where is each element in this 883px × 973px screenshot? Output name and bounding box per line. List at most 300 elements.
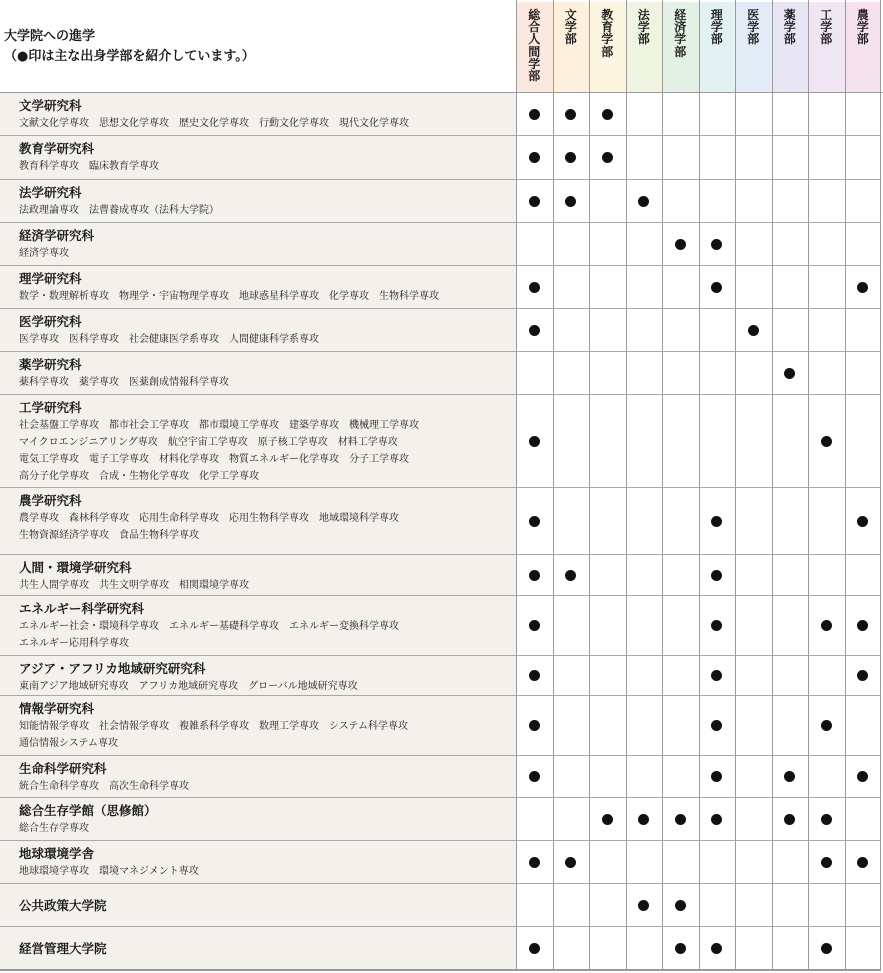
department-list: 数学・数理解析専攻 物理学・宇宙物理学専攻 地球惑星科学専攻 化学専攻 生物科学専攻 [19, 291, 439, 302]
faculty-mark-cell [662, 395, 699, 487]
faculty-mark-cell [845, 488, 882, 554]
faculty-mark-cell [735, 596, 772, 655]
filled-circle-icon [857, 620, 868, 631]
faculty-mark-cell [808, 488, 845, 554]
graduate-school-name: 教育学研究科 [19, 141, 95, 156]
filled-circle-icon [821, 620, 832, 631]
faculty-mark-cell [553, 596, 590, 655]
faculty-mark-cell [699, 488, 736, 554]
faculty-mark-cell [516, 841, 553, 883]
school-label-cell [0, 656, 516, 695]
school-label-cell [0, 266, 516, 308]
faculty-mark-cell [735, 180, 772, 222]
faculty-mark-cell [808, 223, 845, 265]
department-list: 高分子化学専攻 合成・生物化学専攻 化学工学専攻 [19, 471, 259, 482]
department-list: 総合生存学専攻 [19, 823, 89, 834]
faculty-mark-cell [845, 309, 882, 351]
filled-circle-icon [565, 109, 576, 120]
faculty-mark-cell [845, 596, 882, 655]
faculty-mark-cell [553, 180, 590, 222]
filled-circle-icon [711, 239, 722, 250]
faculty-mark-cell [589, 656, 626, 695]
filled-circle-icon [529, 516, 540, 527]
faculty-mark-cell [699, 180, 736, 222]
school-label-cell [0, 93, 516, 135]
table-row [0, 180, 881, 223]
filled-circle-icon [529, 857, 540, 868]
faculty-mark-cell [735, 841, 772, 883]
faculty-column-label: 農学部 [856, 8, 869, 47]
faculty-mark-cell [662, 309, 699, 351]
faculty-mark-cell [626, 555, 663, 595]
filled-circle-icon [529, 943, 540, 954]
faculty-mark-cell [735, 352, 772, 394]
faculty-mark-cell [772, 309, 809, 351]
filled-circle-icon [638, 196, 649, 207]
faculty-mark-cell [699, 136, 736, 179]
faculty-mark-cell [845, 756, 882, 797]
table-row [0, 656, 881, 696]
faculty-mark-cell [589, 352, 626, 394]
faculty-mark-cell [845, 395, 882, 487]
faculty-mark-cell [772, 395, 809, 487]
graduate-school-name: 理学研究科 [19, 271, 82, 286]
faculty-mark-cell [553, 309, 590, 351]
table-row [0, 555, 881, 596]
faculty-mark-cell [553, 266, 590, 308]
faculty-mark-cell [626, 136, 663, 179]
faculty-mark-cell [516, 488, 553, 554]
filled-circle-icon [565, 857, 576, 868]
faculty-mark-cell [516, 352, 553, 394]
filled-circle-icon [565, 196, 576, 207]
faculty-mark-cell [626, 656, 663, 695]
table-bottom-border [0, 969, 881, 971]
faculty-mark-cell [772, 93, 809, 135]
faculty-mark-cell [626, 395, 663, 487]
faculty-mark-cell [553, 798, 590, 840]
table-row [0, 798, 881, 841]
faculty-mark-cell [735, 223, 772, 265]
table-row [0, 841, 881, 884]
school-label-cell [0, 136, 516, 179]
school-label-cell [0, 352, 516, 394]
faculty-mark-cell [699, 352, 736, 394]
school-label-cell [0, 223, 516, 265]
faculty-mark-cell [845, 798, 882, 840]
faculty-mark-cell [626, 596, 663, 655]
faculty-mark-cell [772, 223, 809, 265]
graduate-school-name: 医学研究科 [19, 314, 82, 329]
faculty-mark-cell [772, 596, 809, 655]
faculty-column-header [845, 9, 882, 46]
faculty-mark-cell [589, 180, 626, 222]
faculty-mark-cell [808, 352, 845, 394]
filled-circle-icon [565, 570, 576, 581]
faculty-mark-cell [516, 180, 553, 222]
table-row [0, 488, 881, 555]
table-row [0, 696, 881, 756]
faculty-mark-cell [626, 93, 663, 135]
faculty-mark-cell [553, 696, 590, 755]
faculty-column-label: 薬学部 [783, 8, 796, 47]
department-list: マイクロエンジニアリング専攻 航空宇宙工学専攻 原子核工学専攻 材料工学専攻 [19, 437, 398, 448]
faculty-mark-cell [735, 927, 772, 969]
faculty-mark-cell [808, 696, 845, 755]
filled-circle-icon [529, 282, 540, 293]
faculty-mark-cell [662, 696, 699, 755]
faculty-mark-cell [516, 555, 553, 595]
faculty-mark-cell [516, 596, 553, 655]
faculty-mark-cell [808, 395, 845, 487]
filled-circle-icon [529, 771, 540, 782]
faculty-mark-cell [808, 756, 845, 797]
faculty-mark-cell [845, 841, 882, 883]
faculty-column-label: 理学部 [710, 8, 723, 47]
faculty-column-header [516, 9, 553, 82]
faculty-column-label: 教育学部 [601, 8, 614, 59]
faculty-mark-cell [662, 266, 699, 308]
filled-circle-icon [711, 670, 722, 681]
faculty-mark-cell [589, 309, 626, 351]
filled-circle-icon [711, 282, 722, 293]
faculty-mark-cell [845, 93, 882, 135]
filled-circle-icon [638, 900, 649, 911]
filled-circle-icon [748, 325, 759, 336]
filled-circle-icon [821, 814, 832, 825]
faculty-mark-cell [626, 180, 663, 222]
faculty-mark-cell [553, 352, 590, 394]
faculty-mark-cell [772, 798, 809, 840]
faculty-mark-cell [516, 266, 553, 308]
faculty-mark-cell [699, 798, 736, 840]
faculty-mark-cell [626, 756, 663, 797]
faculty-mark-cell [553, 927, 590, 969]
faculty-mark-cell [735, 395, 772, 487]
school-label-cell [0, 555, 516, 595]
faculty-column-label: 工学部 [820, 8, 833, 47]
faculty-mark-cell [662, 93, 699, 135]
filled-circle-icon [529, 570, 540, 581]
table-row [0, 309, 881, 352]
faculty-mark-cell [772, 841, 809, 883]
faculty-mark-cell [772, 266, 809, 308]
faculty-mark-cell [699, 266, 736, 308]
filled-circle-icon [857, 857, 868, 868]
table-row [0, 93, 881, 136]
faculty-mark-cell [626, 352, 663, 394]
graduate-school-name: 経営管理大学院 [19, 941, 107, 956]
graduate-school-name: 情報学研究科 [19, 701, 95, 716]
faculty-mark-cell [808, 180, 845, 222]
faculty-mark-cell [845, 352, 882, 394]
faculty-mark-cell [626, 266, 663, 308]
faculty-mark-cell [662, 927, 699, 969]
faculty-mark-cell [772, 656, 809, 695]
faculty-mark-cell [699, 841, 736, 883]
graduate-school-name: 経済学研究科 [19, 228, 95, 243]
faculty-mark-cell [662, 352, 699, 394]
faculty-mark-cell [589, 841, 626, 883]
filled-circle-icon [675, 943, 686, 954]
filled-circle-icon [711, 516, 722, 527]
faculty-mark-cell [553, 488, 590, 554]
faculty-mark-cell [516, 696, 553, 755]
faculty-mark-cell [699, 927, 736, 969]
department-list: 教育科学専攻 臨床教育学専攻 [19, 161, 159, 172]
table-row [0, 756, 881, 798]
faculty-mark-cell [845, 266, 882, 308]
faculty-mark-cell [589, 488, 626, 554]
faculty-mark-cell [516, 884, 553, 926]
graduate-school-name: 工学研究科 [19, 400, 82, 415]
filled-circle-icon [675, 900, 686, 911]
department-list: 地球環境学専攻 環境マネジメント専攻 [19, 866, 199, 877]
table-row [0, 395, 881, 488]
graduate-school-name: 薬学研究科 [19, 357, 82, 372]
faculty-mark-cell [553, 223, 590, 265]
department-list: 生物資源経済学専攻 食品生物科学専攻 [19, 530, 199, 541]
faculty-mark-cell [662, 884, 699, 926]
faculty-mark-cell [662, 223, 699, 265]
department-list: 薬科学専攻 薬学専攻 医薬創成情報科学専攻 [19, 377, 229, 388]
faculty-mark-cell [772, 136, 809, 179]
department-list: 電気工学専攻 電子工学専攻 材料化学専攻 物質エネルギー化学専攻 分子工学専攻 [19, 454, 409, 465]
table-row [0, 884, 881, 927]
faculty-mark-cell [808, 841, 845, 883]
graduate-school-name: 法学研究科 [19, 185, 82, 200]
faculty-mark-cell [808, 555, 845, 595]
faculty-column-header [699, 9, 736, 46]
table-row [0, 352, 881, 395]
filled-circle-icon [784, 814, 795, 825]
faculty-mark-cell [845, 180, 882, 222]
faculty-mark-cell [808, 798, 845, 840]
faculty-column-label: 総合人間学部 [528, 8, 541, 84]
table-row [0, 266, 881, 309]
department-list: 医学専攻 医科学専攻 社会健康医学系専攻 人間健康科学系専攻 [19, 334, 319, 345]
filled-circle-icon [821, 436, 832, 447]
filled-circle-icon [821, 943, 832, 954]
faculty-column-label: 医学部 [747, 8, 760, 47]
filled-circle-icon [857, 771, 868, 782]
filled-circle-icon [529, 670, 540, 681]
faculty-mark-cell [626, 696, 663, 755]
filled-circle-icon [529, 620, 540, 631]
faculty-mark-cell [699, 884, 736, 926]
faculty-column-label: 文学部 [564, 8, 577, 47]
faculty-mark-cell [808, 656, 845, 695]
faculty-mark-cell [845, 136, 882, 179]
faculty-mark-cell [699, 223, 736, 265]
faculty-mark-cell [808, 927, 845, 969]
department-list: 農学専攻 森林科学専攻 応用生命科学専攻 応用生物科学専攻 地域環境科学専攻 [19, 513, 399, 524]
faculty-mark-cell [699, 596, 736, 655]
faculty-mark-cell [589, 136, 626, 179]
faculty-column-header [553, 9, 590, 46]
school-label-cell [0, 696, 516, 755]
faculty-mark-cell [772, 180, 809, 222]
faculty-mark-cell [626, 884, 663, 926]
faculty-mark-cell [808, 884, 845, 926]
faculty-mark-cell [662, 180, 699, 222]
faculty-mark-cell [516, 395, 553, 487]
faculty-mark-cell [553, 395, 590, 487]
faculty-mark-cell [772, 555, 809, 595]
department-list: 通信情報システム専攻 [19, 738, 118, 749]
faculty-mark-cell [553, 555, 590, 595]
faculty-mark-cell [735, 798, 772, 840]
faculty-mark-cell [516, 136, 553, 179]
faculty-mark-cell [589, 266, 626, 308]
filled-circle-icon [529, 196, 540, 207]
faculty-mark-cell [772, 696, 809, 755]
department-list: 法政理論専攻 法曹養成専攻（法科大学院） [19, 205, 219, 216]
faculty-mark-cell [772, 756, 809, 797]
graduate-school-name: アジア・アフリカ地域研究研究科 [19, 661, 206, 676]
faculty-mark-cell [699, 756, 736, 797]
faculty-mark-cell [772, 927, 809, 969]
faculty-column-label: 法学部 [637, 8, 650, 47]
faculty-mark-cell [589, 93, 626, 135]
graduate-school-name: 生命科学研究科 [19, 761, 107, 776]
table-title: 大学院への進学 [4, 29, 96, 44]
filled-circle-icon [675, 814, 686, 825]
faculty-mark-cell [808, 93, 845, 135]
faculty-mark-cell [845, 696, 882, 755]
faculty-mark-cell [808, 596, 845, 655]
filled-circle-icon [857, 670, 868, 681]
faculty-mark-cell [626, 927, 663, 969]
filled-circle-icon [821, 857, 832, 868]
faculty-mark-cell [662, 798, 699, 840]
faculty-column-header [772, 9, 809, 46]
faculty-mark-cell [735, 266, 772, 308]
filled-circle-icon [857, 282, 868, 293]
faculty-mark-cell [735, 696, 772, 755]
faculty-mark-cell [662, 488, 699, 554]
table-note: （●印は主な出身学部を紹介しています。） [4, 49, 255, 64]
faculty-mark-cell [589, 395, 626, 487]
faculty-mark-cell [808, 266, 845, 308]
department-list: エネルギー社会・環境科学専攻 エネルギー基礎科学専攻 エネルギー変換科学専攻 [19, 621, 399, 632]
graduate-school-name: 人間・環境学研究科 [19, 560, 132, 575]
faculty-mark-cell [845, 555, 882, 595]
faculty-column-header [808, 9, 845, 46]
graduate-school-name: 公共政策大学院 [19, 898, 107, 913]
faculty-mark-cell [626, 488, 663, 554]
faculty-mark-cell [662, 756, 699, 797]
faculty-mark-cell [845, 656, 882, 695]
faculty-column-header [735, 9, 772, 46]
faculty-mark-cell [735, 656, 772, 695]
filled-circle-icon [529, 152, 540, 163]
faculty-mark-cell [735, 555, 772, 595]
table-row [0, 136, 881, 180]
faculty-mark-cell [589, 223, 626, 265]
school-label-cell [0, 395, 516, 487]
faculty-mark-cell [589, 798, 626, 840]
faculty-mark-cell [516, 309, 553, 351]
faculty-mark-cell [589, 696, 626, 755]
faculty-mark-cell [626, 223, 663, 265]
department-list: 東南アジア地域研究専攻 アフリカ地域研究専攻 グローバル地域研究専攻 [19, 681, 358, 692]
faculty-mark-cell [516, 798, 553, 840]
faculty-mark-cell [845, 223, 882, 265]
department-list: 社会基盤工学専攻 都市社会工学専攻 都市環境工学専攻 建築学専攻 機械理工学専攻 [19, 420, 419, 431]
faculty-mark-cell [553, 841, 590, 883]
faculty-mark-cell [845, 927, 882, 969]
faculty-mark-cell [735, 93, 772, 135]
graduate-school-name: 文学研究科 [19, 98, 82, 113]
filled-circle-icon [638, 814, 649, 825]
faculty-mark-cell [772, 884, 809, 926]
faculty-mark-cell [553, 656, 590, 695]
filled-circle-icon [711, 814, 722, 825]
faculty-mark-cell [808, 136, 845, 179]
filled-circle-icon [711, 771, 722, 782]
faculty-mark-cell [808, 309, 845, 351]
filled-circle-icon [784, 368, 795, 379]
filled-circle-icon [529, 109, 540, 120]
filled-circle-icon [711, 943, 722, 954]
filled-circle-icon [857, 516, 868, 527]
school-label-cell [0, 596, 516, 655]
faculty-mark-cell [589, 596, 626, 655]
filled-circle-icon [529, 436, 540, 447]
filled-circle-icon [602, 152, 613, 163]
filled-circle-icon [565, 152, 576, 163]
faculty-mark-cell [516, 756, 553, 797]
faculty-mark-cell [589, 927, 626, 969]
school-label-cell [0, 180, 516, 222]
faculty-mark-cell [516, 927, 553, 969]
faculty-mark-cell [589, 756, 626, 797]
faculty-mark-cell [845, 884, 882, 926]
faculty-mark-cell [553, 756, 590, 797]
faculty-column-header [662, 9, 699, 58]
faculty-mark-cell [735, 136, 772, 179]
department-list: 文献文化学専攻 思想文化学専攻 歴史文化学専攻 行動文化学専攻 現代文化学専攻 [19, 118, 409, 129]
school-label-cell [0, 488, 516, 554]
table-row [0, 223, 881, 266]
faculty-mark-cell [662, 555, 699, 595]
filled-circle-icon [602, 109, 613, 120]
department-list: 経済学専攻 [19, 248, 69, 259]
school-label-cell [0, 309, 516, 351]
department-list: エネルギー応用科学専攻 [19, 638, 129, 649]
filled-circle-icon [675, 239, 686, 250]
faculty-mark-cell [553, 93, 590, 135]
faculty-mark-cell [626, 309, 663, 351]
filled-circle-icon [711, 720, 722, 731]
school-label-cell [0, 798, 516, 840]
filled-circle-icon [529, 720, 540, 731]
faculty-mark-cell [626, 798, 663, 840]
faculty-mark-cell [735, 309, 772, 351]
faculty-mark-cell [699, 309, 736, 351]
department-list: 知能情報学専攻 社会情報学専攻 複雑系科学専攻 数理工学専攻 システム科学専攻 [19, 721, 408, 732]
faculty-mark-cell [516, 656, 553, 695]
table-row [0, 596, 881, 656]
faculty-mark-cell [662, 656, 699, 695]
school-label-cell [0, 756, 516, 797]
filled-circle-icon [711, 620, 722, 631]
faculty-mark-cell [662, 136, 699, 179]
graduate-school-name: 地球環境学舎 [19, 846, 95, 861]
faculty-mark-cell [589, 555, 626, 595]
filled-circle-icon [821, 720, 832, 731]
